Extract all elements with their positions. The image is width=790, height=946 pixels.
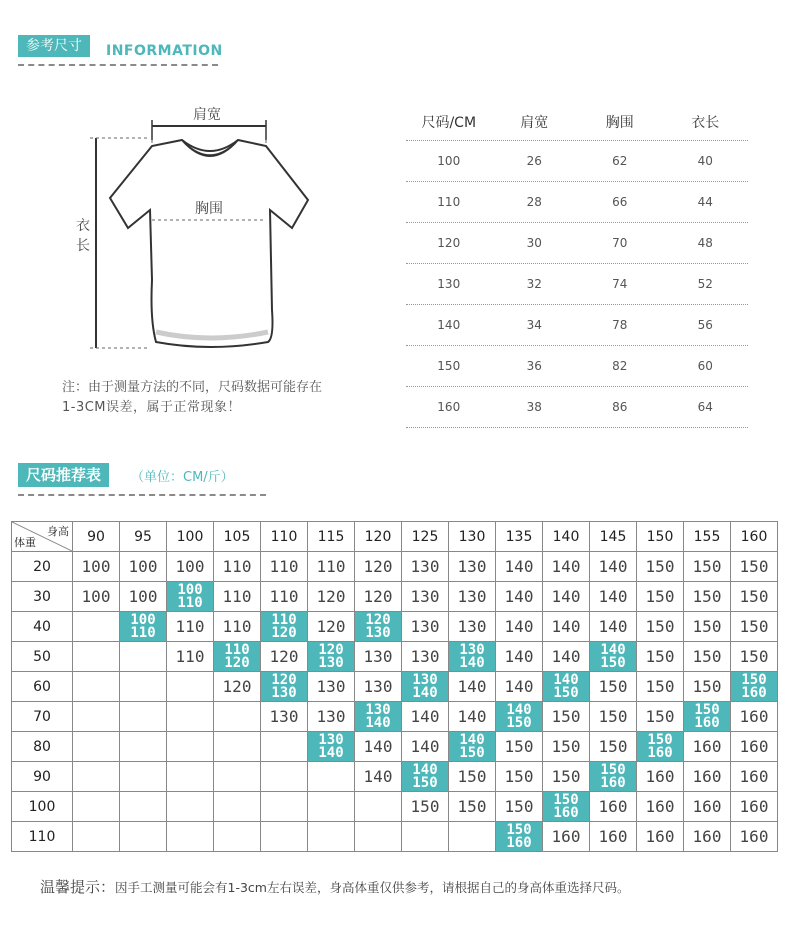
size-cell: 160 [731,702,778,732]
size-cell: 110 [214,552,261,582]
size-cell: 150 [543,732,590,762]
size-table-cell: 52 [697,277,713,291]
size-cell [402,822,449,852]
weight-cell: 70 [12,702,73,732]
size-cell-highlight [590,762,637,792]
weight-cell: 30 [12,582,73,612]
size-cell: 150 [496,762,543,792]
size-value-lower: 130 [271,684,297,701]
size-cell: 120 [355,582,402,612]
size-value-upper: 150 [600,761,626,778]
size-cell: 130 [449,612,496,642]
size-cell: 150 [731,582,778,612]
size-cell: 140 [402,732,449,762]
size-value-lower: 120 [224,654,250,671]
size-table-cell: 62 [612,154,628,168]
size-cell: 150 [590,732,637,762]
size-value-lower: 140 [365,714,391,731]
size-value-lower: 150 [506,714,532,731]
size-cell: 120 [214,672,261,702]
weight-row [12,702,778,732]
size-table-cell: 160 [437,400,461,414]
size-value-lower: 160 [506,834,532,851]
weight-row [12,822,778,852]
height-header-cell: 125 [402,522,449,552]
size-cell [73,612,120,642]
size-cell [73,702,120,732]
corner-height-label: 身高 [47,525,69,538]
size-cell [73,642,120,672]
size-value-upper: 120 [318,641,344,658]
size-cell [73,672,120,702]
size-cell: 150 [684,612,731,642]
size-cell: 150 [684,672,731,702]
size-cell [308,762,355,792]
size-cell [167,672,214,702]
size-cell: 120 [355,552,402,582]
size-cell [73,732,120,762]
size-value-upper: 100 [130,611,156,628]
size-cell [214,702,261,732]
size-cell: 140 [496,582,543,612]
size-table-cell: 26 [526,154,542,168]
size-cell: 150 [543,762,590,792]
size-table-row [406,346,748,387]
size-cell: 150 [590,672,637,702]
size-cell: 110 [167,642,214,672]
size-cell: 160 [731,762,778,792]
size-cell: 110 [167,612,214,642]
height-header-cell: 90 [73,522,120,552]
weight-row [12,582,778,612]
weight-cell: 110 [12,822,73,852]
size-value-upper: 150 [741,671,767,688]
size-cell: 140 [496,672,543,702]
size-value-lower: 150 [459,744,485,761]
size-cell: 130 [308,702,355,732]
size-cell: 140 [543,612,590,642]
size-cell-highlight [590,642,637,672]
divider [18,64,218,66]
size-cell: 150 [637,612,684,642]
size-table-cell: 140 [437,318,461,332]
size-table-cell: 32 [526,277,542,291]
size-cell: 150 [637,552,684,582]
size-table-cell: 44 [697,195,713,209]
size-value-upper: 140 [459,731,485,748]
size-value-upper: 150 [694,701,720,718]
note-line-1: 注：由于测量方法的不同，尺码数据可能存在 [62,380,323,395]
size-table-cell: 64 [697,400,713,414]
size-cell: 130 [402,582,449,612]
size-table-cell: 28 [526,195,542,209]
size-cell: 150 [637,672,684,702]
size-cell: 160 [731,732,778,762]
size-cell-highlight [308,642,355,672]
height-header-cell: 105 [214,522,261,552]
tshirt-measurement-diagram [60,100,380,370]
size-cell-highlight [261,612,308,642]
size-cell-highlight [355,702,402,732]
size-table-cell: 38 [526,400,542,414]
height-header-cell: 120 [355,522,402,552]
size-table-cell: 150 [437,359,461,373]
size-table-header [406,104,748,141]
size-table-cell: 100 [437,154,461,168]
size-cell [167,702,214,732]
section-tag-reference-size: 参考尺寸 [18,35,90,57]
weight-cell: 50 [12,642,73,672]
size-cell: 160 [684,792,731,822]
size-table-cell: 70 [612,236,628,250]
size-cell [167,822,214,852]
size-cell: 140 [496,552,543,582]
size-cell [120,792,167,822]
size-cell: 140 [355,732,402,762]
label-shoulder: 肩宽 [193,107,221,123]
col-header: 尺码/CM [421,115,477,131]
size-cell: 100 [120,582,167,612]
height-header-cell: 110 [261,522,308,552]
size-value-lower: 150 [553,684,579,701]
size-cell: 150 [684,642,731,672]
size-cell-highlight [637,732,684,762]
size-value-upper: 130 [459,641,485,658]
size-cell [120,672,167,702]
size-cell: 150 [496,732,543,762]
size-cell: 160 [637,822,684,852]
size-cell: 140 [543,552,590,582]
size-cell: 110 [261,582,308,612]
size-table-cell: 110 [437,195,461,209]
size-value-upper: 150 [553,791,579,808]
size-value-upper: 150 [647,731,673,748]
tip-label: 温馨提示： [40,878,116,896]
size-cell [120,732,167,762]
height-header-cell: 150 [637,522,684,552]
weight-row [12,552,778,582]
height-header-cell: 160 [731,522,778,552]
size-cell [73,822,120,852]
size-value-lower: 140 [459,654,485,671]
size-value-lower: 150 [600,654,626,671]
size-cell: 120 [308,582,355,612]
note-line-2: 1-3CM误差，属于正常现象！ [62,400,242,415]
size-value-upper: 110 [224,641,250,658]
size-value-lower: 110 [130,624,156,641]
size-cell [73,762,120,792]
size-table-cell: 30 [526,236,542,250]
size-value-lower: 110 [177,594,203,611]
size-value-lower: 140 [318,744,344,761]
divider [18,494,266,496]
size-table-row [406,305,748,346]
size-cell: 160 [637,792,684,822]
size-value-upper: 140 [412,761,438,778]
size-cell-highlight [731,672,778,702]
section-tag-size-recommendation: 尺码推荐表 [18,463,109,487]
size-value-upper: 120 [271,671,297,688]
size-cell-highlight [496,822,543,852]
weight-row [12,732,778,762]
size-cell-highlight [684,702,731,732]
size-cell: 130 [402,612,449,642]
size-table-cell: 34 [526,318,542,332]
size-table-cell: 78 [612,318,628,332]
size-cell [355,822,402,852]
corner-cell [12,522,73,552]
size-cell: 160 [543,822,590,852]
size-cell: 150 [731,642,778,672]
size-cell: 150 [449,762,496,792]
size-table-cell: 120 [437,236,461,250]
size-value-upper: 110 [271,611,297,628]
size-cell [449,822,496,852]
size-value-lower: 120 [271,624,297,641]
size-cell: 140 [355,762,402,792]
size-table-cell: 60 [697,359,713,373]
size-reference-table [406,104,748,428]
size-value-lower: 130 [318,654,344,671]
size-cell-highlight [449,732,496,762]
size-cell [261,822,308,852]
weight-row [12,642,778,672]
height-header-cell: 100 [167,522,214,552]
size-cell: 160 [731,792,778,822]
size-cell: 140 [449,702,496,732]
weight-row [12,672,778,702]
size-cell: 130 [449,582,496,612]
size-cell [167,792,214,822]
size-cell: 150 [590,702,637,732]
height-header-cell: 145 [590,522,637,552]
size-table-cell: 48 [697,236,713,250]
weight-cell: 20 [12,552,73,582]
size-value-lower: 160 [647,744,673,761]
size-cell-highlight [261,672,308,702]
size-cell: 150 [402,792,449,822]
height-header-cell: 115 [308,522,355,552]
size-cell: 160 [684,822,731,852]
size-value-upper: 140 [600,641,626,658]
size-cell: 160 [731,822,778,852]
size-cell: 160 [590,792,637,822]
size-cell [214,792,261,822]
height-header-cell: 95 [120,522,167,552]
size-cell [73,792,120,822]
size-value-upper: 140 [553,671,579,688]
size-table-row [406,182,748,223]
size-cell: 140 [590,582,637,612]
size-cell: 150 [543,702,590,732]
size-cell-highlight [402,762,449,792]
size-table-cell: 56 [697,318,713,332]
size-value-upper: 130 [412,671,438,688]
size-cell: 120 [261,642,308,672]
size-cell: 150 [731,552,778,582]
size-cell-highlight [120,612,167,642]
size-value-lower: 160 [600,774,626,791]
size-table-cell: 66 [612,195,628,209]
size-cell-highlight [355,612,402,642]
size-cell [308,822,355,852]
size-cell: 150 [684,582,731,612]
size-value-upper: 120 [365,611,391,628]
corner-weight-label: 体重 [14,536,36,549]
size-cell: 100 [73,552,120,582]
size-cell: 130 [402,642,449,672]
size-cell [214,822,261,852]
tip-body: 因手工测量可能会有1-3cm左右误差，身高体重仅供参考，请根据自己的身高体重选择尺码。 [115,880,630,895]
size-cell-highlight [543,792,590,822]
size-cell: 160 [590,822,637,852]
size-cell: 130 [449,552,496,582]
height-header-cell: 130 [449,522,496,552]
section-title-information: INFORMATION [106,43,223,59]
size-cell [167,762,214,792]
size-table-cell: 36 [526,359,542,373]
col-header: 衣长 [691,115,720,131]
size-cell: 130 [355,672,402,702]
weight-cell: 80 [12,732,73,762]
weight-cell: 60 [12,672,73,702]
size-cell: 160 [637,762,684,792]
size-recommendation-table [11,521,778,852]
size-cell: 150 [637,702,684,732]
size-value-upper: 130 [318,731,344,748]
size-cell: 140 [402,702,449,732]
size-cell: 140 [590,552,637,582]
size-value-lower: 160 [694,714,720,731]
unit-label: （单位：CM/斤） [131,470,234,485]
size-value-lower: 160 [553,804,579,821]
size-cell-highlight [543,672,590,702]
size-cell: 130 [355,642,402,672]
weight-cell: 90 [12,762,73,792]
size-cell: 110 [214,582,261,612]
size-cell: 130 [261,702,308,732]
height-header-row [12,522,778,552]
size-cell [261,792,308,822]
size-cell: 100 [167,552,214,582]
size-cell [167,732,214,762]
size-cell-highlight [402,672,449,702]
height-header-cell: 135 [496,522,543,552]
size-cell: 110 [214,612,261,642]
size-table-row [406,264,748,305]
size-table-cell: 86 [612,400,628,414]
size-cell [261,732,308,762]
size-cell [120,702,167,732]
size-value-lower: 150 [412,774,438,791]
size-cell [308,792,355,822]
size-value-upper: 130 [365,701,391,718]
col-header: 胸围 [605,115,634,131]
height-header-cell: 155 [684,522,731,552]
size-cell: 140 [496,642,543,672]
size-table-cell: 130 [437,277,461,291]
size-cell: 130 [402,552,449,582]
size-table-row [406,387,748,428]
size-table-row [406,223,748,264]
size-cell: 140 [496,612,543,642]
size-cell: 100 [73,582,120,612]
weight-cell: 40 [12,612,73,642]
label-chest: 胸围 [195,201,223,217]
size-cell [120,762,167,792]
size-cell: 130 [308,672,355,702]
height-header-cell: 140 [543,522,590,552]
size-cell [355,792,402,822]
weight-cell: 100 [12,792,73,822]
size-cell-highlight [496,702,543,732]
size-cell: 150 [731,612,778,642]
size-cell-highlight [449,642,496,672]
size-cell: 140 [543,642,590,672]
size-cell: 150 [637,582,684,612]
weight-row [12,762,778,792]
size-value-lower: 130 [365,624,391,641]
size-cell [120,642,167,672]
size-cell [120,822,167,852]
size-cell-highlight [167,582,214,612]
measurement-note [62,378,322,418]
size-cell [214,732,261,762]
size-cell: 110 [308,552,355,582]
size-cell: 160 [684,762,731,792]
size-cell: 160 [684,732,731,762]
weight-row [12,612,778,642]
size-value-upper: 140 [506,701,532,718]
size-value-lower: 140 [412,684,438,701]
size-cell [214,762,261,792]
size-table-cell: 40 [697,154,713,168]
size-cell: 140 [590,612,637,642]
size-cell: 150 [684,552,731,582]
size-table-row [406,141,748,182]
size-cell: 100 [120,552,167,582]
size-cell: 140 [543,582,590,612]
weight-row [12,792,778,822]
size-cell: 150 [496,792,543,822]
size-table-cell: 74 [612,277,628,291]
size-value-upper: 100 [177,581,203,598]
size-value-upper: 150 [506,821,532,838]
size-cell: 140 [449,672,496,702]
size-cell-highlight [214,642,261,672]
size-cell: 110 [261,552,308,582]
size-cell: 120 [308,612,355,642]
size-value-lower: 160 [741,684,767,701]
tip-text [40,876,629,897]
size-table-cell: 82 [612,359,628,373]
size-cell: 150 [449,792,496,822]
label-length: 衣长 [76,218,90,254]
size-cell: 150 [637,642,684,672]
size-cell [261,762,308,792]
col-header: 肩宽 [520,115,549,131]
size-cell-highlight [308,732,355,762]
